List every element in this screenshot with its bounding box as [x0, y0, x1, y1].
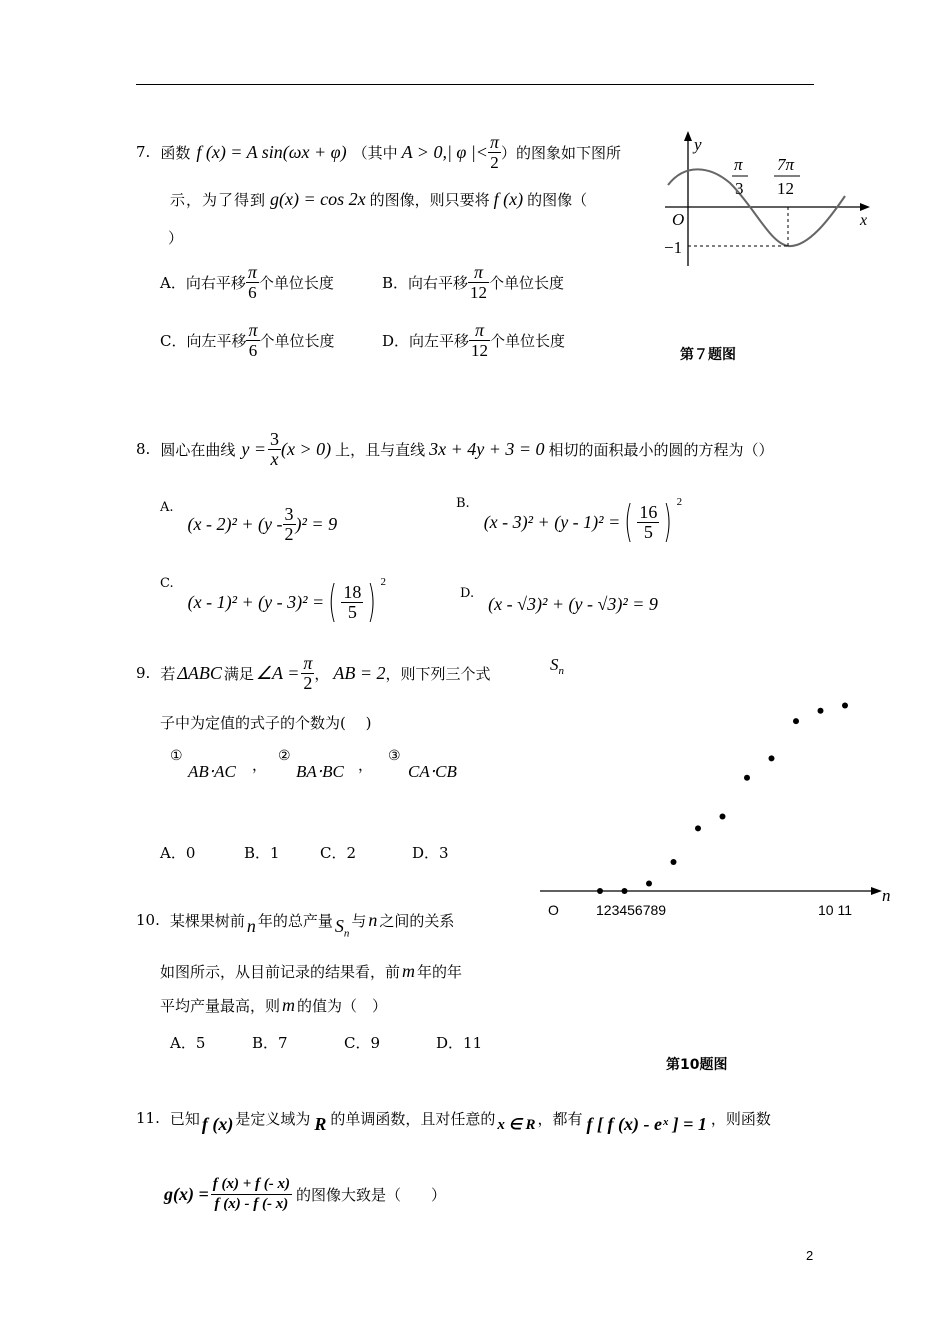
q7-text: （其中 — [352, 143, 398, 162]
q10-x-arrow — [871, 887, 882, 895]
q9-option-c: C．2 — [320, 844, 357, 862]
q8-option-a: A. (x - 2)² + (y - $\frac{3}{2}$ )² = 9 — [160, 500, 338, 544]
q7-text: 的图像，则只要将 — [369, 190, 490, 209]
q11-stem: 11. 已知 f (x) 是定义域为 R 的单调函数，且对任意的 x ∈ R ，都有 f [ f (x) - eˣ ] = 1 ，则函数 — [136, 1109, 771, 1134]
q7-condition: A > 0,| φ |< — [401, 141, 488, 162]
q7-neg-one: −1 — [664, 238, 683, 257]
q8-option-b: B. (x - 3)² + (y - 1)² = ( $\frac{16}{5}$ ) 2 — [456, 496, 683, 547]
q10-point-3 — [646, 881, 652, 887]
q10-stem: 10. 某棵果树前 n 年的总产量 $S_n$ 与 n 之间的关系 — [136, 909, 455, 940]
header-rule — [136, 84, 814, 85]
q7-option-b: B．向右平移 $\frac{\pi}{12}$ 个单位长度 — [382, 261, 565, 302]
q10-line3: 平均产量最高，则 m 的值为（ ） — [160, 994, 388, 1015]
q10-point-2 — [622, 888, 628, 894]
q7-tick-pi3-den: 3 — [735, 179, 744, 198]
q10-point-7 — [744, 775, 750, 781]
q7-text: 示，为了得到 — [170, 190, 267, 209]
q9-stem: 9. 若 ΔABC 满足 ∠A = $\frac{\pi}{2}$ ， AB = 2 ，则下列三个式 — [136, 652, 491, 693]
q10-point-9 — [793, 718, 799, 724]
q7-line2 — [170, 186, 587, 212]
q7-sine-graph — [660, 128, 875, 268]
q7-tick-pi3-num: π — [734, 155, 743, 174]
q7-line1 — [136, 132, 621, 172]
q7-origin: O — [672, 210, 685, 229]
q7-target-function: g(x) = cos 2x — [270, 188, 366, 209]
q7-y-label: y — [694, 135, 702, 154]
q10-point-5 — [695, 825, 701, 831]
q9-line2: 子中为定值的式子的个数为( ) — [160, 714, 372, 732]
q10-point-1 — [597, 888, 603, 894]
q8-stem: 8. 圆心在曲线 y = $\frac{3}{x}$ (x > 0) 上，且与直线 3x + 4y + 3 = 0 相切的面积最小的圆的方程为（） — [136, 428, 774, 469]
q10-figure-caption: 第10题图 — [666, 1057, 728, 1073]
q7-tick-7pi12-den: 12 — [777, 179, 794, 198]
q9-expr1: AB⋅AC — [188, 762, 236, 781]
q7-y-arrow — [684, 131, 692, 141]
q7-x-label: x — [860, 212, 868, 229]
q10-y-label: $S_n$ — [550, 655, 564, 677]
q7-tick-7pi12-num: 7π — [777, 155, 795, 174]
q10-option-b: B．7 — [252, 1034, 288, 1052]
q7-x-arrow — [860, 203, 870, 211]
q7-option-c: C．向左平移 $\frac{\pi}{6}$ 个单位长度 — [160, 319, 335, 360]
q9-option-b: B．1 — [244, 844, 280, 862]
q9-option-a: A．0 — [160, 844, 196, 862]
q9-expr1-mark: ① — [170, 748, 183, 764]
q10-line2: 如图所示，从目前记录的结果看，前 m 年的年 — [160, 960, 463, 981]
q7-text: 的图像（ — [527, 190, 588, 209]
q7-function: f (x) = A sin(ωx + φ) — [196, 141, 347, 162]
q10-scatter-chart — [530, 650, 900, 930]
q10-origin: O — [548, 902, 559, 918]
q9-expr3-mark: ③ — [388, 748, 401, 764]
q7-fx: f (x) — [493, 188, 524, 209]
q9-expr2: BA⋅BC — [296, 762, 344, 781]
q10-x-label: n — [882, 886, 891, 905]
q7-number: 7. — [136, 143, 151, 161]
q10-point-11 — [842, 702, 848, 708]
q8-option-d: D. (x - √3)² + (y - √3)² = 9 — [460, 586, 658, 614]
q10-option-c: C．9 — [344, 1034, 381, 1052]
q10-ticks-1-9: 123456789 — [596, 902, 667, 918]
q7-text: 函数 — [160, 143, 191, 162]
q11-function-g: g(x) = $\frac{f (x) + f (- x)}{f (x) - f (- x)}$ 的图像大致是（ ） — [164, 1175, 447, 1212]
q10-ticks-10-11: 10 11 — [818, 902, 852, 918]
page-number: 2 — [806, 1248, 814, 1263]
q7-figure-caption: 第７题图 — [680, 347, 736, 363]
q10-point-10 — [818, 708, 824, 714]
q10-option-a: A．5 — [170, 1034, 206, 1052]
q7-line3: ） — [168, 229, 184, 247]
q7-text: ）的图象如下图所 — [500, 143, 621, 162]
q7-sine-curve — [668, 169, 845, 246]
q10-points — [597, 702, 848, 894]
q10-point-8 — [769, 755, 775, 761]
q7-option-a: A．向右平移 $\frac{\pi}{6}$ 个单位长度 — [160, 261, 334, 302]
q9-expr2-mark: ② — [278, 748, 291, 764]
q8-option-c: C. (x - 1)² + (y - 3)² = ( $\frac{18}{5}$ ) 2 — [160, 576, 386, 627]
q10-point-4 — [671, 859, 677, 865]
q9-option-d: D．3 — [412, 844, 449, 862]
q9-expr3: CA⋅CB — [408, 762, 457, 781]
q7-pi-half: $\frac{\pi}{2}$ — [489, 131, 499, 172]
q7-option-d: D．向左平移 $\frac{\pi}{12}$ 个单位长度 — [382, 319, 566, 360]
q10-option-d: D．11 — [436, 1034, 483, 1052]
q10-point-6 — [720, 814, 726, 820]
